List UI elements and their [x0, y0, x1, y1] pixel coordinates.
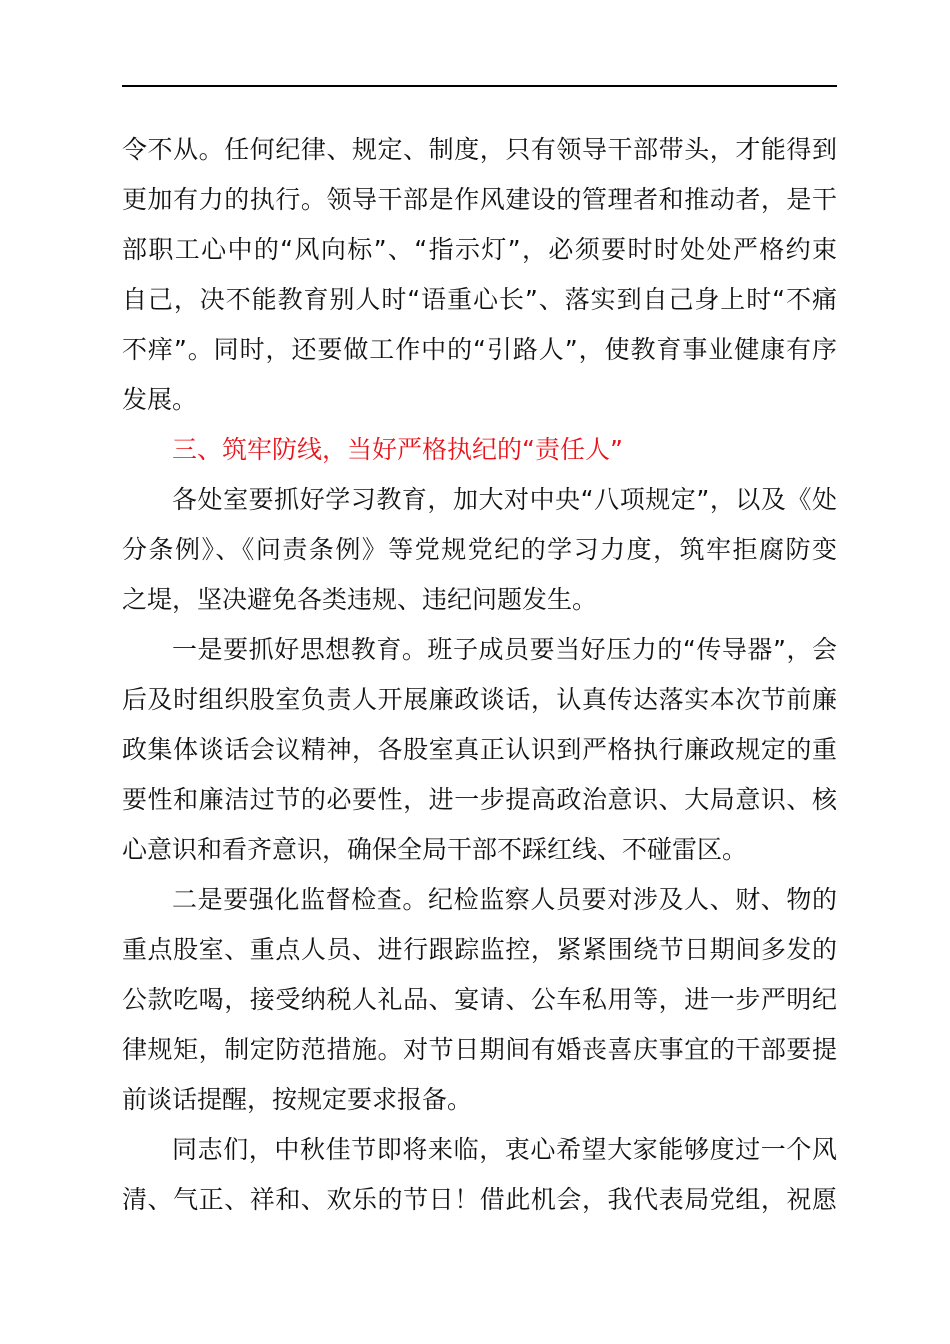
text-line: 分条例》、《问责条例》等党规党纪的学习力度，筑牢拒腐防变	[122, 535, 837, 564]
document-body	[122, 125, 837, 1225]
text-line: 心意识和看齐意识，确保全局干部不踩红线、不碰雷区。	[122, 835, 748, 864]
text-line: 后及时组织股室负责人开展廉政谈话，认真传达落实本次节前廉	[122, 685, 837, 714]
text-line: 一是要抓好思想教育。班子成员要当好压力的“传导器”，会	[172, 635, 837, 664]
text-line: 不痒”。同时，还要做工作中的“引路人”，使教育事业健康有序	[122, 335, 837, 364]
text-line: 部职工心中的“风向标”、“指示灯”，必须要时时处处严格约束	[122, 235, 837, 264]
text-line: 公款吃喝，接受纳税人礼品、宴请、公车私用等，进一步严明纪	[122, 985, 837, 1014]
text-line: 前谈话提醒，按规定要求报备。	[122, 1085, 473, 1114]
text-line: 自己，决不能教育别人时“语重心长”、落实到自己身上时“不痛	[122, 285, 837, 314]
text-line: 要性和廉洁过节的必要性，进一步提高政治意识、大局意识、核	[122, 785, 837, 814]
text-line: 政集体谈话会议精神，各股室真正认识到严格执行廉政规定的重	[122, 735, 837, 764]
text-line: 更加有力的执行。领导干部是作风建设的管理者和推动者，是干	[122, 185, 837, 214]
text-line: 清、气正、祥和、欢乐的节日！借此机会，我代表局党组，祝愿	[122, 1185, 837, 1214]
text-line: 重点股室、重点人员、进行跟踪监控，紧紧围绕节日期间多发的	[122, 935, 837, 964]
header-rule	[122, 85, 837, 87]
text-line: 令不从。任何纪律、规定、制度，只有领导干部带头，才能得到	[122, 135, 837, 164]
text-line: 发展。	[122, 385, 198, 414]
text-line: 之堤，坚决避免各类违规、违纪问题发生。	[122, 585, 598, 614]
text-line: 各处室要抓好学习教育，加大对中央“八项规定”，以及《处	[172, 485, 837, 514]
text-line: 二是要强化监督检查。纪检监察人员要对涉及人、财、物的	[172, 885, 837, 914]
section-heading: 三、筑牢防线，当好严格执纪的“责任人”	[172, 435, 623, 464]
text-line: 同志们，中秋佳节即将来临，衷心希望大家能够度过一个风	[172, 1135, 837, 1164]
text-line: 律规矩，制定防范措施。对节日期间有婚丧喜庆事宜的干部要提	[122, 1035, 837, 1064]
